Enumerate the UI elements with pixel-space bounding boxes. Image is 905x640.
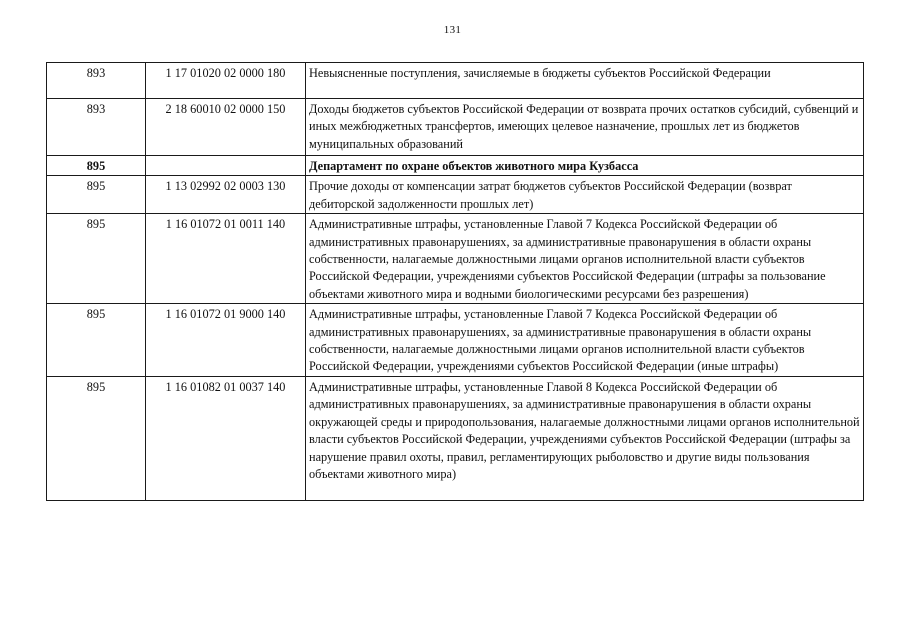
budget-code-cell: 2 18 60010 02 0000 150 [146, 99, 306, 156]
table-row [47, 304, 864, 377]
budget-codes-table [46, 62, 864, 501]
revenue-name-cell: Прочие доходы от компенсации затрат бюджетов субъектов Российской Федерации (возврат дебиторской задолженности прошлых лет) [306, 176, 864, 214]
revenue-name-cell: Невыясненные поступления, зачисляемые в бюджеты субъектов Российской Федерации [306, 63, 864, 99]
admin-code-cell: 893 [47, 99, 146, 156]
admin-code-cell: 895 [47, 376, 146, 500]
table-row [47, 376, 864, 500]
admin-code-cell: 895 [47, 214, 146, 304]
table-row [47, 63, 864, 99]
budget-code-cell: 1 17 01020 02 0000 180 [146, 63, 306, 99]
budget-code-cell: 1 13 02992 02 0003 130 [146, 176, 306, 214]
revenue-name-cell: Доходы бюджетов субъектов Российской Федерации от возврата прочих остатков субсидий, субвенций и иных межбюджетных трансфертов, имеющих целевое назначение, прошлых лет из бюджетов муниципальных образований [306, 99, 864, 156]
table-row [47, 176, 864, 214]
revenue-name-cell: Административные штрафы, установленные Главой 8 Кодекса Российской Федерации об административных правонарушениях, за административные правонарушения в области охраны окружающей среды и природопользования, налагаемые должностными лицами органов исполнительной власти субъектов Российской Федерации, учреждениями субъектов Российской Федерации (штрафы за нарушение правил охоты, правил, регламентирующих рыболовство и другие виды пользования объектами животного мира) [306, 376, 864, 500]
table-row [47, 99, 864, 156]
department-header-row [47, 156, 864, 176]
admin-code-cell: 895 [47, 176, 146, 214]
admin-code-cell: 895 [47, 156, 146, 176]
revenue-name-cell: Административные штрафы, установленные Главой 7 Кодекса Российской Федерации об административных правонарушениях, за административные правонарушения в области охраны собственности, налагаемые должностными лицами органов исполнительной власти субъектов Российской Федерации, учреждениями субъектов Российской Федерации (штрафы за пользование объектами животного мира и водными биологическими ресурсами без разрешения) [306, 214, 864, 304]
department-name-cell: Департамент по охране объектов животного мира Кузбасса [306, 156, 864, 176]
budget-code-cell [146, 156, 306, 176]
admin-code-cell: 895 [47, 304, 146, 377]
budget-code-cell: 1 16 01072 01 0011 140 [146, 214, 306, 304]
budget-code-cell: 1 16 01082 01 0037 140 [146, 376, 306, 500]
budget-code-cell: 1 16 01072 01 9000 140 [146, 304, 306, 377]
admin-code-cell: 893 [47, 63, 146, 99]
page-number: 131 [443, 24, 462, 36]
table-row [47, 214, 864, 304]
revenue-name-cell: Административные штрафы, установленные Главой 7 Кодекса Российской Федерации об административных правонарушениях, за административные правонарушения в области охраны собственности, налагаемые должностными лицами органов исполнительной власти субъектов Российской Федерации, учреждениями субъектов Российской Федерации (иные штрафы) [306, 304, 864, 377]
